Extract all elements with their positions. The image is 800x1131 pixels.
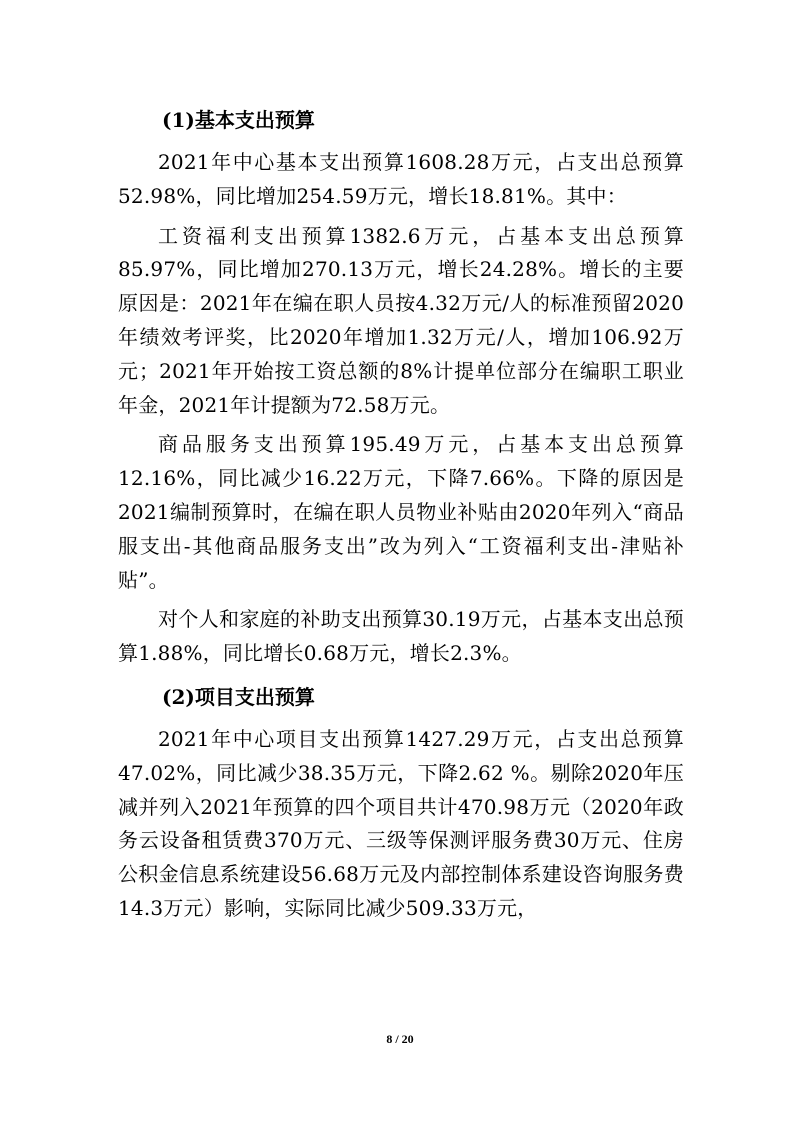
page-number: 8 / 20	[386, 1032, 414, 1046]
paragraph: 2021年中心基本支出预算1608.28万元，占支出总预算52.98%，同比增加254.59万元，增长18.81%。其中：	[118, 150, 684, 208]
section-project-expenditure	[118, 677, 684, 926]
section-heading: (2)项目支出预算	[162, 684, 315, 709]
document-page	[118, 100, 684, 932]
paragraph: 工资福利支出预算1382.6万元，占基本支出总预算85.97%，同比增加270.13万元，增长24.28%。增长的主要原因是：2021年在编在职人员按4.32万元/人的标准预留2020年绩效考评奖，比2020年增加1.32万元/人，增加106.92万元；2021年开始按工资总额的8%计提单位部分在编职工职业年金，2021年计提额为72.58万元。	[118, 223, 684, 417]
section-basic-expenditure	[118, 100, 684, 671]
paragraph: 2021年中心项目支出预算1427.29万元，占支出总预算47.02%，同比减少38.35万元，下降2.62 %。剔除2020年压减并列入2021年预算的四个项目共计470.98万元（2020年政务云设备租赁费370万元、三级等保测评服务费30万元、住房公积金信息系统建设56.68万元及内部控制体系建设咨询服务费14.3万元）影响，实际同比减少509.33万元，	[118, 726, 684, 920]
paragraph: 对个人和家庭的补助支出预算30.19万元，占基本支出总预算1.88%，同比增长0.68万元，增长2.3%。	[118, 607, 684, 666]
section-heading: (1)基本支出预算	[162, 108, 315, 132]
paragraph: 商品服务支出预算195.49万元，占基本支出总预算12.16%，同比减少16.22万元，下降7.66%。下降的原因是2021编制预算时，在编在职人员物业补贴由2020年列入“商品服支出-其他商品服务支出”改为列入“工资福利支出-津贴补贴”。	[118, 432, 684, 592]
